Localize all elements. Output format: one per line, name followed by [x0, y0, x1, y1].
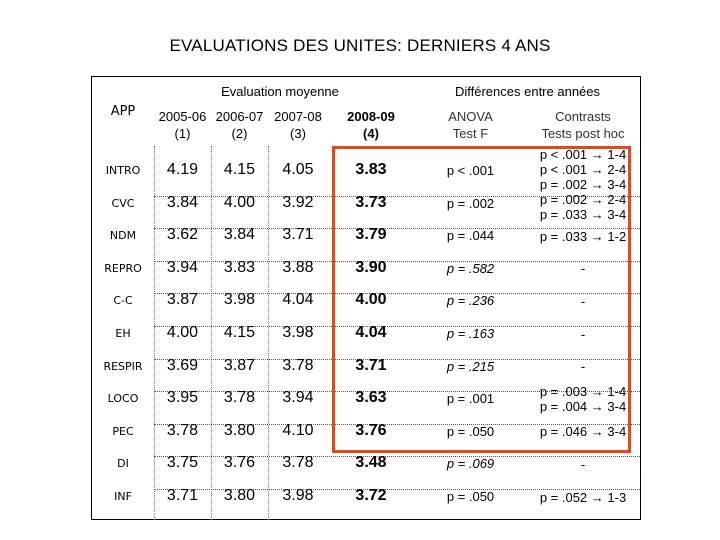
row-label: EH: [115, 327, 131, 340]
row-label: INTRO: [105, 164, 141, 177]
header-app: APP: [110, 104, 136, 119]
value-cell: 3.72: [355, 487, 387, 504]
contrast-line: p = .052 → 1-3: [539, 489, 627, 505]
value-cell: 4.04: [282, 291, 314, 309]
value-cell: 3.92: [282, 193, 314, 211]
value-cell: 4.00: [355, 291, 387, 309]
header-year-1: 2005-06: [158, 109, 207, 124]
value-cell: 3.71: [282, 226, 314, 244]
value-cell: 3.78: [223, 389, 256, 407]
header-index-2: (2): [231, 126, 248, 141]
contrast-line: -: [580, 359, 586, 375]
contrast-line: p = .002 → 2-4: [539, 192, 627, 207]
contrast-line: p < .001 → 1-4: [539, 147, 627, 162]
header-index-3: (3): [290, 126, 306, 141]
value-cell: 3.71: [355, 356, 387, 374]
row-label: RESPIR: [103, 359, 143, 373]
anova-cell: p = .001: [446, 391, 495, 407]
header-year-4: 2008-09: [347, 109, 395, 124]
value-cell: 3.76: [355, 421, 387, 439]
value-cell: 3.83: [355, 161, 387, 178]
value-cell: 3.90: [355, 258, 387, 276]
value-cell: 3.78: [282, 454, 314, 472]
value-cell: 3.71: [166, 487, 199, 504]
value-cell: 3.76: [223, 454, 256, 472]
anova-cell: p = .002: [446, 195, 495, 211]
anova-cell: p < .001: [446, 163, 495, 178]
row-label: CVC: [111, 196, 135, 210]
anova-cell: p = .236: [446, 293, 495, 309]
contrasts-cell: [527, 490, 639, 505]
value-cell: 3.48: [355, 454, 387, 472]
anova-cell: p = .050: [446, 423, 495, 439]
contrast-line: p = .002 → 3-4: [539, 177, 627, 192]
header-post-hoc: Tests post hoc: [541, 126, 625, 141]
value-cell: 4.04: [355, 324, 387, 341]
contrast-line: -: [580, 326, 586, 342]
contrast-line: p = .004 → 3-4: [539, 399, 627, 415]
contrast-line: p = .033 → 3-4: [539, 207, 627, 222]
value-cell: 3.87: [166, 291, 199, 309]
value-cell: 3.84: [166, 193, 199, 211]
value-cell: 4.05: [282, 161, 314, 178]
value-cell: 3.79: [355, 226, 387, 244]
anova-cell: p = .215: [446, 358, 495, 374]
header-evaluation-moyenne: Evaluation moyenne: [221, 84, 339, 99]
value-cell: 3.73: [355, 193, 387, 211]
value-cell: 3.98: [282, 487, 314, 504]
value-cell: 4.10: [282, 421, 314, 439]
row-label: REPRO: [104, 261, 142, 275]
contrast-line: -: [580, 293, 586, 309]
page-title: EVALUATIONS DES UNITES: DERNIERS 4 ANS: [169, 36, 551, 55]
row-label: INF: [114, 490, 132, 503]
header-contrasts: Contrasts: [555, 109, 611, 124]
value-cell: 3.83: [223, 258, 256, 276]
header-year-2: 2006-07: [215, 109, 264, 124]
header-differences: Différences entre années: [454, 84, 601, 99]
anova-cell: p = .050: [446, 489, 495, 504]
header-test-f: Test F: [452, 126, 489, 141]
value-cell: 4.19: [166, 161, 199, 178]
row-label: PEC: [112, 424, 134, 438]
highlight-box: [332, 146, 631, 453]
anova-cell: p = .069: [446, 456, 495, 472]
contrast-line: -: [580, 456, 586, 472]
value-cell: 3.94: [282, 389, 314, 407]
value-cell: 3.80: [223, 421, 256, 439]
value-cell: 3.84: [223, 226, 256, 244]
header-index-4: (4): [363, 126, 379, 141]
value-cell: 4.15: [223, 161, 256, 178]
contrasts-cell: [527, 457, 639, 472]
value-cell: 4.15: [223, 324, 256, 341]
value-cell: 3.78: [166, 421, 199, 439]
value-cell: 3.69: [166, 356, 199, 374]
header-anova: ANOVA: [448, 109, 493, 124]
header-index-1: (1): [174, 126, 191, 141]
value-cell: 3.98: [223, 291, 256, 309]
contrast-line: p = .046 → 3-4: [539, 424, 627, 440]
value-cell: 3.95: [166, 389, 199, 407]
value-cell: 4.00: [223, 193, 256, 211]
value-cell: 3.80: [223, 487, 256, 504]
value-cell: 3.78: [282, 356, 314, 374]
value-cell: 3.75: [166, 454, 199, 472]
value-cell: 3.62: [166, 226, 199, 244]
anova-cell: p = .044: [446, 228, 495, 244]
value-cell: 3.88: [282, 258, 314, 276]
value-cell: 3.87: [223, 356, 256, 374]
row-label: NDM: [109, 229, 137, 243]
row-label: C-C: [113, 294, 133, 308]
row-label: LOCO: [107, 392, 139, 406]
value-cell: 3.98: [282, 324, 314, 341]
row-label: DI: [117, 457, 129, 471]
value-cell: 3.63: [355, 389, 387, 407]
anova-cell: p = .582: [446, 260, 495, 276]
value-cell: 3.94: [166, 258, 199, 276]
anova-cell: p = .163: [446, 326, 495, 341]
contrast-line: p = .033 → 1-2: [539, 228, 627, 244]
value-cell: 4.00: [166, 324, 199, 341]
contrast-line: p = .003 → 1-4: [539, 384, 627, 400]
contrast-line: -: [580, 261, 586, 277]
header-year-3: 2007-08: [274, 109, 322, 124]
contrast-line: p < .001 → 2-4: [539, 162, 627, 177]
